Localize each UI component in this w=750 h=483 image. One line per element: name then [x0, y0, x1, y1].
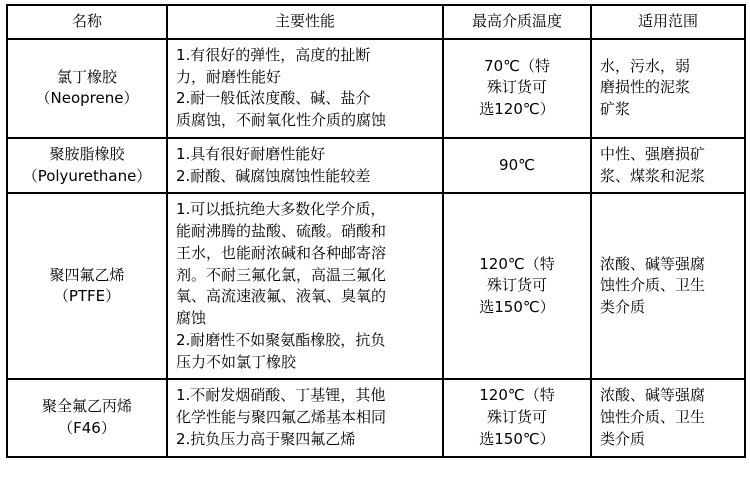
- table-row: [7, 193, 745, 379]
- cell-performance: 1.可以抵抗绝大多数化学介质， 能耐沸腾的盐酸、硫酸。硝酸和 王水，也能耐浓碱和各种邮寄溶 剂。不耐三氟化氯，高温三氟化 氧、高流速液氟、液氧、臭氧的 腐蚀 2.耐磨性不如聚氨酯橡胶，抗负 压力不如氯丁橡胶: [167, 193, 443, 379]
- table-row: [7, 379, 745, 456]
- table-header-row: [7, 5, 745, 39]
- cell-application-scope: 水，污水，弱 磨损性的泥浆 矿浆: [591, 39, 745, 138]
- table-body: [7, 39, 745, 457]
- cell-max-temperature: 90℃: [443, 138, 591, 194]
- table-header: [7, 5, 745, 39]
- cell-material-name: 聚全氟乙丙烯 （F46）: [7, 379, 167, 456]
- table-row: [7, 39, 745, 138]
- table-row: [7, 138, 745, 194]
- cell-material-name: 聚胺脂橡胶 （Polyurethane）: [7, 138, 167, 194]
- cell-performance: 1.有很好的弹性，高度的扯断 力，耐磨性能好 2.耐一般低浓度酸、碱、盐介 质腐蚀，不耐氧化性介质的腐蚀: [167, 39, 443, 138]
- column-header-application-scope: 适用范围: [591, 5, 745, 39]
- cell-application-scope: 浓酸、碱等强腐 蚀性介质、卫生 类介质: [591, 379, 745, 456]
- column-header-max-temperature: 最高介质温度: [443, 5, 591, 39]
- cell-application-scope: 中性、强磨损矿 浆、煤浆和泥浆: [591, 138, 745, 194]
- material-spec-table: [6, 4, 746, 458]
- cell-performance: 1.不耐发烟硝酸、丁基锂，其他 化学性能与聚四氟乙烯基本相同 2.抗负压力高于聚四氟乙烯: [167, 379, 443, 456]
- cell-max-temperature: 70℃（特 殊订货可 选120℃）: [443, 39, 591, 138]
- cell-material-name: 聚四氟乙烯 （PTFE）: [7, 193, 167, 379]
- cell-max-temperature: 120℃（特 殊订货可 选150℃）: [443, 379, 591, 456]
- cell-application-scope: 浓酸、碱等强腐 蚀性介质、卫生 类介质: [591, 193, 745, 379]
- column-header-name: 名称: [7, 5, 167, 39]
- cell-performance: 1.具有很好耐磨性能好 2.耐酸、碱腐蚀腐蚀性能较差: [167, 138, 443, 194]
- cell-max-temperature: 120℃（特 殊订货可 选150℃）: [443, 193, 591, 379]
- column-header-performance: 主要性能: [167, 5, 443, 39]
- cell-material-name: 氯丁橡胶 （Neoprene）: [7, 39, 167, 138]
